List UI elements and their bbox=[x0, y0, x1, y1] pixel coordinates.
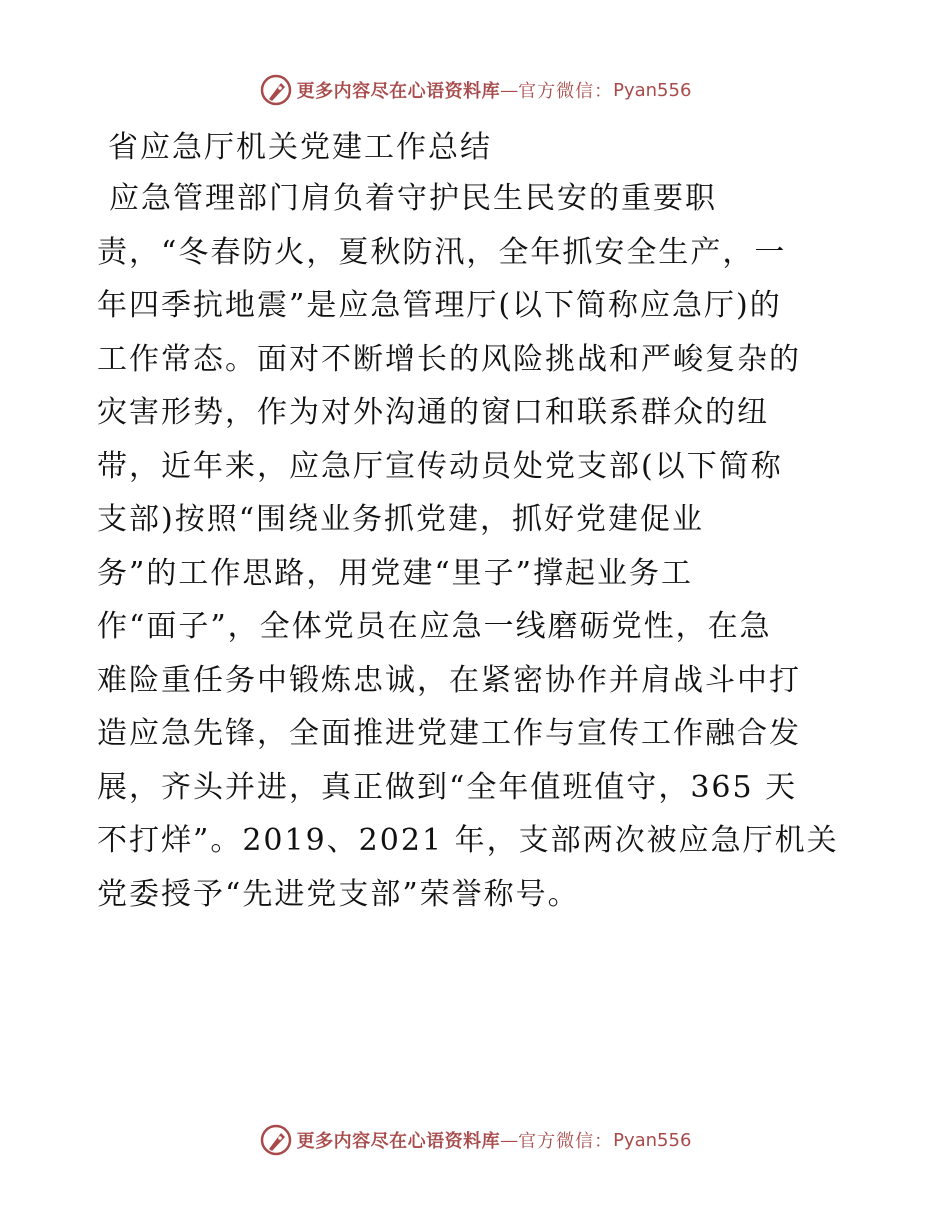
body-line: 党委授予“先进党支部”荣誉称号。 bbox=[97, 876, 580, 912]
body-line: 展，齐头并进，真正做到“全年值班值守，365 天 bbox=[97, 769, 798, 805]
body-line: 年四季抗地震”是应急管理厅(以下简称应急厅)的 bbox=[97, 288, 782, 323]
banner-wechat-id: Pyan556 bbox=[613, 79, 692, 101]
document-body bbox=[97, 172, 857, 921]
body-line: 不打烊”。2019、2021 年，支部两次被应急厅机关 bbox=[97, 823, 839, 858]
pen-nib-logo-icon bbox=[259, 1123, 293, 1157]
body-line: 造应急先锋，全面推进党建工作与宣传工作融合发 bbox=[97, 716, 801, 751]
banner-wechat-id: Pyan556 bbox=[613, 1129, 692, 1151]
banner-dash: — bbox=[500, 79, 519, 101]
banner-wechat-label: 官方微信： bbox=[518, 1131, 614, 1152]
body-line: 作“面子”，全体党员在应急一线磨砺党性，在急 bbox=[97, 609, 772, 644]
document-title: 省应急厅机关党建工作总结 bbox=[108, 130, 492, 165]
banner-main-text: 更多内容尽在心语资料库 bbox=[296, 1131, 501, 1152]
body-line: 工作常态。面对不断增长的风险挑战和严峻复杂的 bbox=[97, 341, 801, 377]
banner-main-text: 更多内容尽在心语资料库 bbox=[296, 81, 501, 102]
footer-banner bbox=[0, 1120, 950, 1160]
pen-nib-logo-icon bbox=[259, 73, 293, 107]
body-line: 务”的工作思路，用党建“里子”撑起业务工 bbox=[97, 555, 694, 591]
banner-wechat-label: 官方微信： bbox=[518, 81, 614, 102]
header-banner bbox=[0, 70, 950, 110]
body-line: 难险重任务中锻炼忠诚，在紧密协作并肩战斗中打 bbox=[97, 662, 801, 698]
body-line: 灾害形势，作为对外沟通的窗口和联系群众的纽 bbox=[97, 395, 769, 430]
body-line: 责，“冬春防火，夏秋防汛，全年抓安全生产，一 bbox=[97, 234, 787, 270]
body-line: 带，近年来，应急厅宣传动员处党支部(以下简称 bbox=[97, 448, 783, 484]
body-line: 支部)按照“围绕业务抓党建，抓好党建促业 bbox=[97, 502, 705, 537]
body-line: 应急管理部门肩负着守护民生民安的重要职 bbox=[109, 181, 717, 216]
banner-dash: — bbox=[500, 1129, 519, 1151]
